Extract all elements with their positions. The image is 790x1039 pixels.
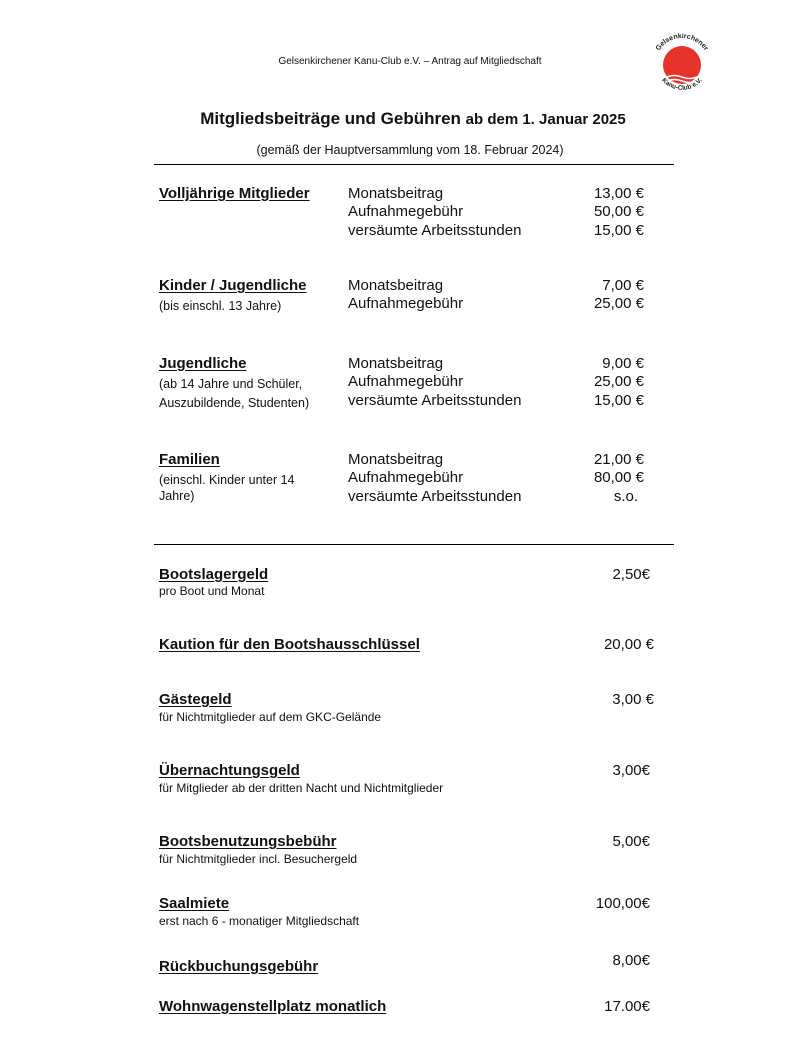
fee-label: Aufnahmegebühr bbox=[348, 203, 464, 220]
fee-amount: 5,00€ bbox=[612, 833, 650, 850]
fee-name: Bootsbenutzungsbebühr bbox=[159, 833, 337, 850]
logo-bottom-text: Kanu-Club e.V. bbox=[660, 76, 704, 92]
fee-note: pro Boot und Monat bbox=[159, 584, 265, 598]
fee-amount: 100,00€ bbox=[595, 895, 650, 912]
fee-label: versäumte Arbeitsstunden bbox=[348, 392, 522, 409]
fee-name: Rückbuchungsgebühr bbox=[159, 958, 319, 975]
fee-note: für Nichtmitglieder auf dem GKC-Gelände bbox=[159, 710, 382, 724]
page-title bbox=[0, 109, 790, 129]
fee-amount: 3,00 € bbox=[612, 691, 654, 708]
member-category-note: Auszubildende, Studenten) bbox=[159, 396, 310, 410]
member-category-name: Volljährige Mitglieder bbox=[159, 185, 310, 202]
member-category-name: Jugendliche bbox=[159, 355, 247, 372]
fee-note: für Nichtmitglieder incl. Besuchergeld bbox=[159, 852, 358, 866]
fee-label: Monatsbeitrag bbox=[348, 277, 444, 294]
fee-name: Gästegeld bbox=[159, 691, 232, 708]
fee-amount: 8,00€ bbox=[612, 952, 650, 969]
fee-amount: 20,00 € bbox=[603, 636, 654, 653]
logo-top-text: Gelsenkirchener bbox=[654, 32, 710, 53]
divider-top bbox=[154, 164, 674, 165]
fee-label: Aufnahmegebühr bbox=[348, 469, 464, 486]
fee-amount: 13,00 € bbox=[593, 185, 644, 202]
fee-name: Kaution für den Bootshausschlüssel bbox=[159, 636, 420, 653]
fee-name: Wohnwagenstellplatz monatlich bbox=[159, 998, 387, 1015]
fee-amount: 25,00 € bbox=[593, 295, 644, 312]
fee-name: Saalmiete bbox=[159, 895, 230, 912]
fee-label: Aufnahmegebühr bbox=[348, 295, 464, 312]
fee-amount: 15,00 € bbox=[593, 222, 644, 239]
fee-amount: 3,00€ bbox=[612, 762, 650, 779]
fee-note: für Mitglieder ab der dritten Nacht und Nichtmitglieder bbox=[159, 781, 444, 795]
fee-label: Aufnahmegebühr bbox=[348, 373, 464, 390]
fee-label: versäumte Arbeitsstunden bbox=[348, 488, 522, 505]
title-date: ab dem 1. Januar 2025 bbox=[465, 111, 626, 128]
fee-amount: 80,00 € bbox=[593, 469, 644, 486]
club-logo bbox=[645, 25, 719, 99]
member-category-note: Jahre) bbox=[159, 489, 195, 503]
fee-name: Übernachtungsgeld bbox=[159, 762, 300, 779]
document-header: Gelsenkirchener Kanu-Club e.V. – Antrag auf Mitgliedschaft bbox=[278, 56, 542, 67]
fee-label: Monatsbeitrag bbox=[348, 451, 444, 468]
page-subtitle: (gemäß der Hauptversammlung vom 18. Februar 2024) bbox=[256, 143, 564, 157]
fee-amount: 25,00 € bbox=[593, 373, 644, 390]
title-main: Mitgliedsbeiträge und Gebühren bbox=[200, 109, 461, 128]
fee-amount: 7,00 € bbox=[602, 277, 644, 294]
member-category-note: (einschl. Kinder unter 14 bbox=[159, 473, 295, 487]
fee-amount: 50,00 € bbox=[593, 203, 644, 220]
member-category-name: Kinder / Jugendliche bbox=[159, 277, 307, 294]
member-category-note: (ab 14 Jahre und Schüler, bbox=[159, 377, 303, 391]
fee-label: Monatsbeitrag bbox=[348, 185, 444, 202]
fee-amount: 2,50€ bbox=[612, 566, 650, 583]
member-category-note: (bis einschl. 13 Jahre) bbox=[159, 299, 282, 313]
divider-middle bbox=[154, 544, 674, 545]
fee-amount: s.o. bbox=[613, 488, 638, 505]
fee-name: Bootslagergeld bbox=[159, 566, 269, 583]
fee-label: Monatsbeitrag bbox=[348, 355, 444, 372]
fee-amount: 9,00 € bbox=[602, 355, 644, 372]
fee-note: erst nach 6 - monatiger Mitgliedschaft bbox=[159, 914, 360, 928]
member-category-name: Familien bbox=[159, 451, 220, 468]
fee-label: versäumte Arbeitsstunden bbox=[348, 222, 522, 239]
fee-amount: 17.00€ bbox=[604, 998, 650, 1015]
fee-amount: 21,00 € bbox=[593, 451, 644, 468]
fee-amount: 15,00 € bbox=[593, 392, 644, 409]
